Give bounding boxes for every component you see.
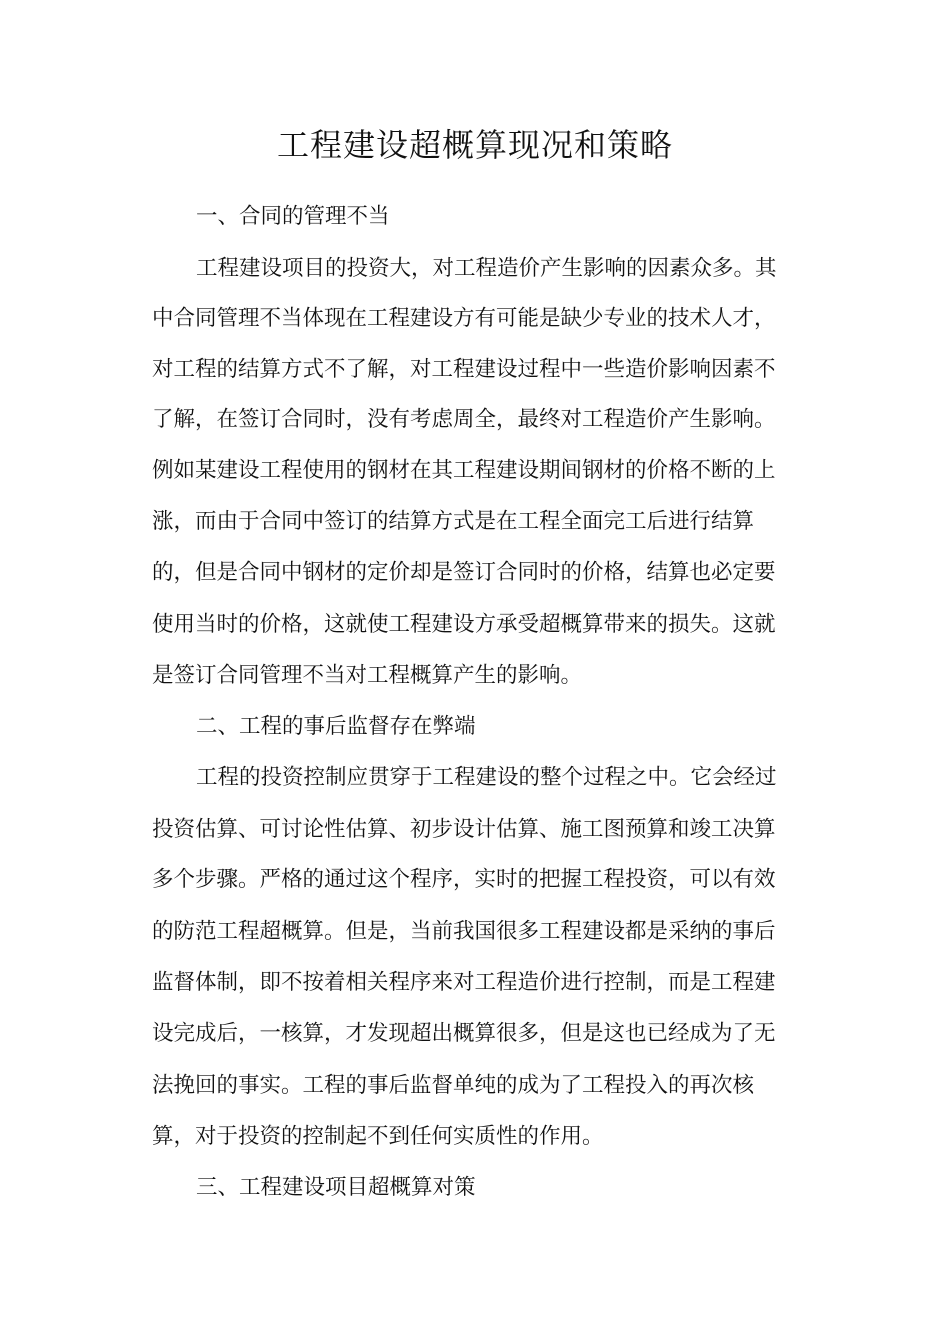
paragraph-line: 使用当时的价格，这就使工程建设方承受超概算带来的损失。这就 xyxy=(152,612,776,637)
paragraph-line: 中合同管理不当体现在工程建设方有可能是缺少专业的技术人才， xyxy=(152,306,776,331)
paragraph-line: 监督体制，即不按着相关程序来对工程造价进行控制，而是工程建 xyxy=(152,970,776,995)
paragraph-line: 的防范工程超概算。但是，当前我国很多工程建设都是采纳的事后 xyxy=(152,919,776,944)
paragraph-line: 设完成后，一核算，才发现超出概算很多，但是这也已经成为了无 xyxy=(152,1021,776,1046)
paragraph-line: 涨，而由于合同中签订的结算方式是在工程全面完工后进行结算 xyxy=(152,509,755,534)
section-heading: 一、合同的管理不当 xyxy=(196,204,390,229)
document-title: 工程建设超概算现况和策略 xyxy=(276,126,673,164)
paragraph-line: 算，对于投资的控制起不到任何实质性的作用。 xyxy=(152,1124,604,1149)
paragraph-line: 多个步骤。严格的通过这个程序，实时的把握工程投资，可以有效 xyxy=(152,867,776,892)
paragraph-line: 法挽回的事实。工程的事后监督单纯的成为了工程投入的再次核 xyxy=(152,1073,755,1098)
section-heading: 二、工程的事后监督存在弊端 xyxy=(196,714,476,739)
paragraph-line: 是签订合同管理不当对工程概算产生的影响。 xyxy=(152,663,583,688)
paragraph-line: 例如某建设工程使用的钢材在其工程建设期间钢材的价格不断的上 xyxy=(152,458,776,483)
paragraph-line: 了解，在签订合同时，没有考虑周全，最终对工程造价产生影响。 xyxy=(152,407,776,432)
paragraph-line: 投资估算、可讨论性估算、初步设计估算、施工图预算和竣工决算 xyxy=(152,817,776,842)
paragraph-line: 的，但是合同中钢材的定价却是签订合同时的价格，结算也必定要 xyxy=(152,560,776,585)
section-heading: 三、工程建设项目超概算对策 xyxy=(196,1175,476,1200)
paragraph-line: 对工程的结算方式不了解，对工程建设过程中一些造价影响因素不 xyxy=(152,357,776,382)
paragraph-line: 工程的投资控制应贯穿于工程建设的整个过程之中。它会经过 xyxy=(196,765,777,790)
paragraph-line: 工程建设项目的投资大，对工程造价产生影响的因素众多。其 xyxy=(196,256,777,281)
